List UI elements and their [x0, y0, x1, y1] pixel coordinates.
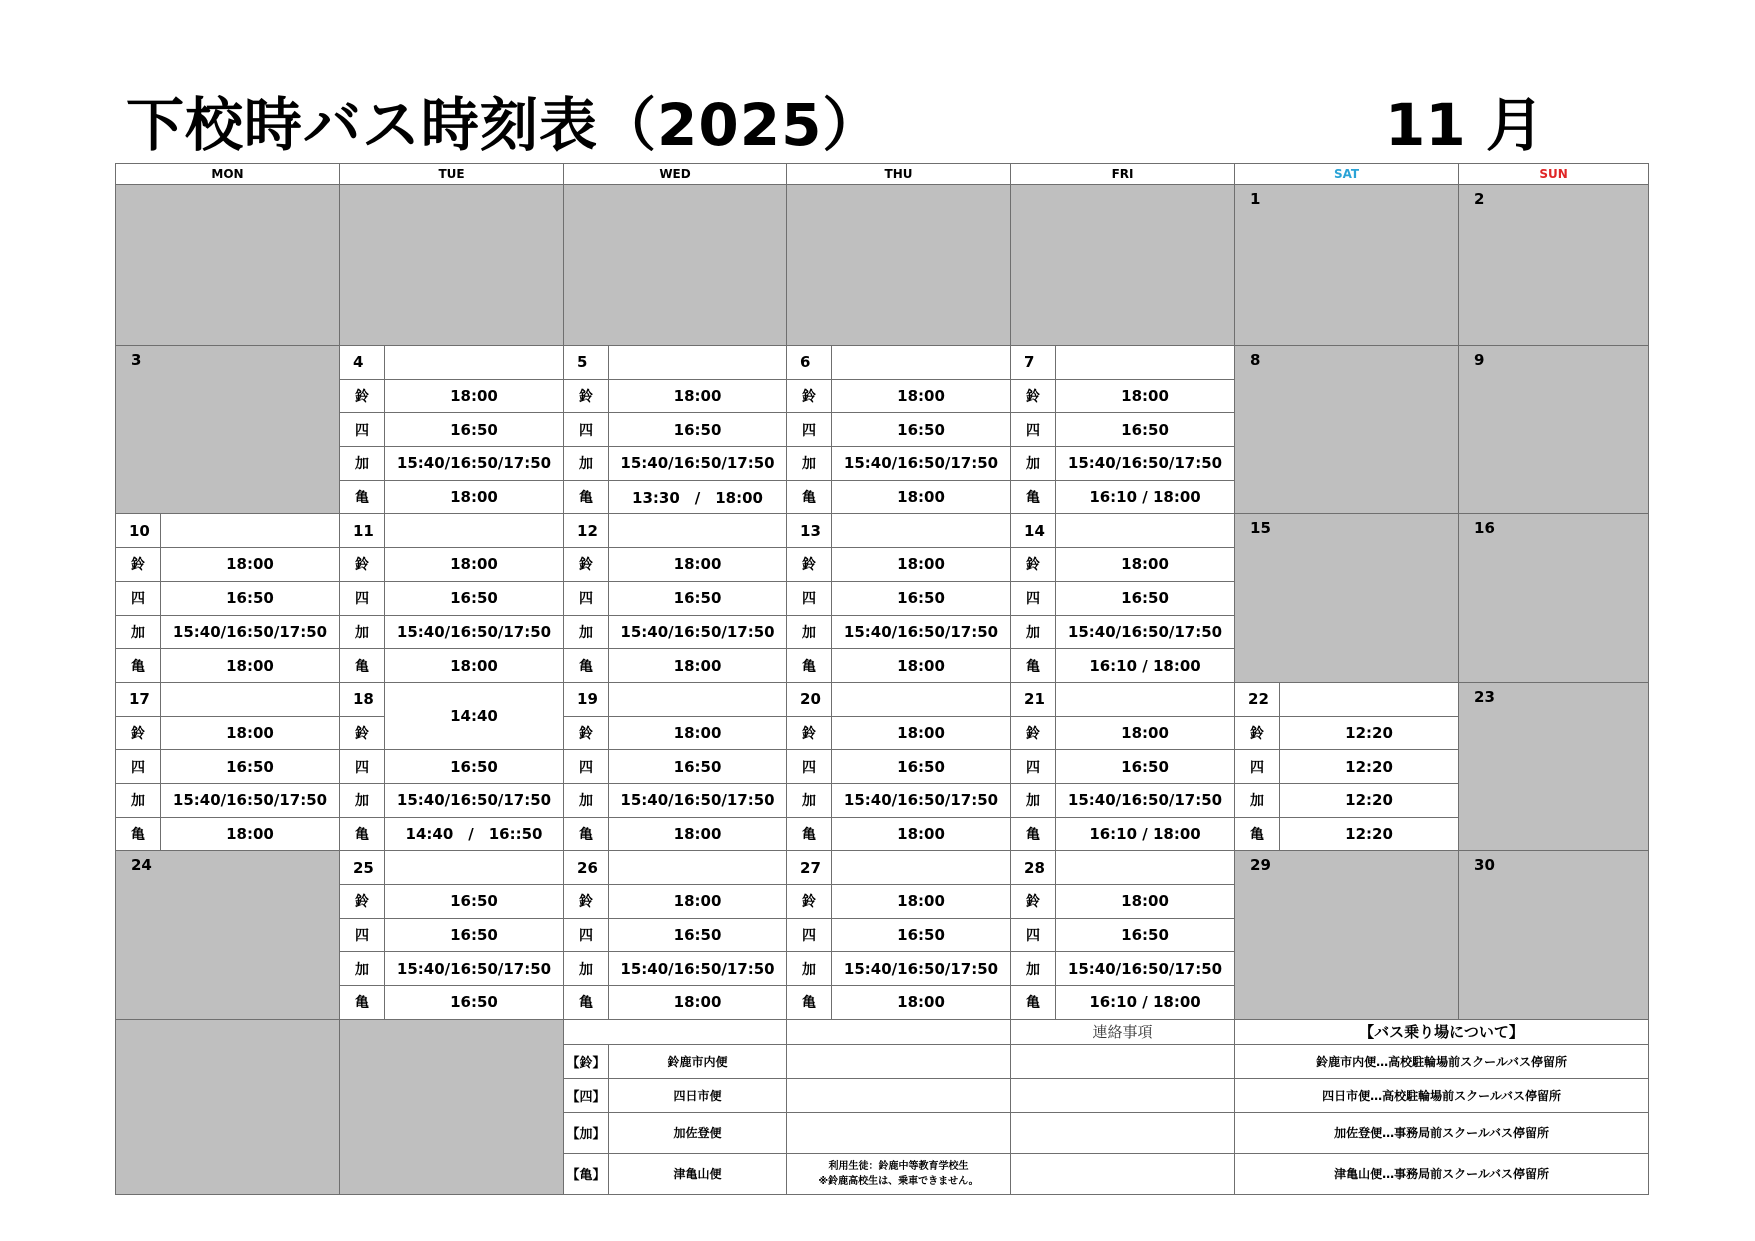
- route-label: 加: [787, 952, 832, 986]
- route-label: 四: [340, 413, 385, 447]
- route-label: 亀: [340, 649, 385, 683]
- time-cell: 14:40 / 16::50: [385, 817, 564, 851]
- route-label: 鈴: [787, 548, 832, 582]
- time-cell: 15:40/16:50/17:50: [832, 783, 1011, 817]
- day-number: 5: [564, 346, 609, 380]
- bus-stop-info: 加佐登便…事務局前スクールバス停留所: [1235, 1112, 1649, 1153]
- day-number: 11: [340, 514, 385, 548]
- time-cell: 18:00: [609, 379, 787, 413]
- header-tue: TUE: [340, 164, 564, 185]
- time-cell: 16:50: [609, 413, 787, 447]
- time-cell: 16:50: [385, 750, 564, 784]
- day-number: 23: [1459, 682, 1649, 850]
- time-cell: 16:50: [609, 750, 787, 784]
- usage-note-line2: ※鈴鹿高校生は、乗車できません。: [818, 1175, 979, 1187]
- empty-day-cell: [1011, 185, 1235, 346]
- day-number: 27: [787, 851, 832, 885]
- route-label: 亀: [340, 817, 385, 851]
- time-cell: 18:00: [832, 817, 1011, 851]
- time-cell: 16:50: [1056, 581, 1235, 615]
- route-label: 鈴: [787, 379, 832, 413]
- time-cell: 18:00: [161, 548, 340, 582]
- usage-note-line1: 利用生徒：鈴鹿中等教育学校生: [828, 1160, 969, 1172]
- route-row: [116, 817, 1649, 851]
- time-cell: 16:50: [385, 413, 564, 447]
- weekday-header-row: [116, 164, 1649, 185]
- empty-day-cell: [564, 185, 787, 346]
- time-cell: 18:00: [161, 716, 340, 750]
- time-cell: 16:50: [832, 413, 1011, 447]
- route-label: 鈴: [1011, 548, 1056, 582]
- time-cell: 13:30 / 18:00: [609, 480, 787, 514]
- route-label: 加: [116, 615, 161, 649]
- time-cell: 18:00: [161, 649, 340, 683]
- route-label: 亀: [564, 480, 609, 514]
- route-label: 四: [1011, 413, 1056, 447]
- route-label: 加: [340, 615, 385, 649]
- route-label: 鈴: [1011, 885, 1056, 919]
- time-cell: 16:10 / 18:00: [1056, 817, 1235, 851]
- time-cell: 18:00: [832, 716, 1011, 750]
- route-label: 加: [787, 447, 832, 481]
- time-cell: 15:40/16:50/17:50: [1056, 447, 1235, 481]
- time-cell: 18:00: [832, 986, 1011, 1020]
- week-row: [116, 514, 1649, 548]
- header-wed: WED: [564, 164, 787, 185]
- day-number: 29: [1235, 851, 1459, 1019]
- route-label: 鈴: [787, 885, 832, 919]
- time-cell: 15:40/16:50/17:50: [609, 447, 787, 481]
- route-label: 加: [787, 783, 832, 817]
- route-label: 四: [787, 918, 832, 952]
- route-label: 加: [564, 952, 609, 986]
- time-cell: 18:00: [832, 885, 1011, 919]
- time-cell: 18:00: [832, 548, 1011, 582]
- time-cell: 15:40/16:50/17:50: [385, 952, 564, 986]
- footer-row: [116, 1019, 1649, 1044]
- time-cell: 15:40/16:50/17:50: [832, 615, 1011, 649]
- time-cell: 18:00: [832, 480, 1011, 514]
- day-number: 8: [1235, 346, 1459, 514]
- time-cell: 18:00: [1056, 885, 1235, 919]
- time-cell: 15:40/16:50/17:50: [161, 783, 340, 817]
- time-cell: 12:20: [1280, 817, 1459, 851]
- route-label: 加: [340, 952, 385, 986]
- route-label: 亀: [564, 649, 609, 683]
- route-label: 亀: [1011, 986, 1056, 1020]
- time-cell: 18:00: [1056, 548, 1235, 582]
- route-label: 加: [564, 783, 609, 817]
- time-cell: 16:50: [609, 918, 787, 952]
- route-label: 四: [787, 413, 832, 447]
- route-label: 四: [340, 581, 385, 615]
- route-label: 亀: [116, 649, 161, 683]
- bus-stop-info: 鈴鹿市内便…高校駐輪場前スクールバス停留所: [1235, 1044, 1649, 1078]
- month-label: 11 月: [1385, 91, 1544, 159]
- route-label: 加: [116, 783, 161, 817]
- route-label: 四: [1235, 750, 1280, 784]
- time-cell: 16:50: [1056, 750, 1235, 784]
- contact-label: 連絡事項: [1011, 1019, 1235, 1044]
- time-cell: 15:40/16:50/17:50: [609, 615, 787, 649]
- route-label: 亀: [1011, 480, 1056, 514]
- route-label: 四: [564, 918, 609, 952]
- day-number: 13: [787, 514, 832, 548]
- route-label: 鈴: [787, 716, 832, 750]
- day-number: 28: [1011, 851, 1056, 885]
- header-fri: FRI: [1011, 164, 1235, 185]
- route-label: 亀: [1011, 817, 1056, 851]
- time-cell: 15:40/16:50/17:50: [1056, 615, 1235, 649]
- time-cell: 16:50: [1056, 918, 1235, 952]
- route-label: 亀: [340, 986, 385, 1020]
- time-cell: 16:50: [609, 581, 787, 615]
- route-label: 亀: [340, 480, 385, 514]
- time-cell: 18:00: [385, 379, 564, 413]
- route-label: 鈴: [340, 716, 385, 750]
- route-label: 鈴: [1011, 379, 1056, 413]
- time-cell: 18:00: [832, 379, 1011, 413]
- route-code: 【四】: [564, 1078, 609, 1112]
- time-cell: 16:50: [385, 986, 564, 1020]
- time-cell: 16:50: [832, 581, 1011, 615]
- time-cell: 18:00: [609, 548, 787, 582]
- route-label: 亀: [1011, 649, 1056, 683]
- route-label: 鈴: [340, 379, 385, 413]
- route-name: 四日市便: [609, 1078, 787, 1112]
- time-cell: 18:00: [609, 649, 787, 683]
- day-number: 3: [116, 346, 340, 514]
- time-cell: 12:20: [1280, 750, 1459, 784]
- route-label: 加: [564, 615, 609, 649]
- day-number: 25: [340, 851, 385, 885]
- bus-stop-info: 四日市便…高校駐輪場前スクールバス停留所: [1235, 1078, 1649, 1112]
- day-number: 14: [1011, 514, 1056, 548]
- route-label: 鈴: [116, 716, 161, 750]
- route-label: 亀: [787, 649, 832, 683]
- route-row: [116, 750, 1649, 784]
- empty-day-cell: [787, 185, 1011, 346]
- day-number: 9: [1459, 346, 1649, 514]
- time-cell: 15:40/16:50/17:50: [1056, 783, 1235, 817]
- bus-timetable: [115, 163, 1649, 1195]
- day-number: 4: [340, 346, 385, 380]
- day-number: 20: [787, 682, 832, 716]
- route-label: 亀: [787, 480, 832, 514]
- time-cell: 15:40/16:50/17:50: [161, 615, 340, 649]
- time-cell: 18:00: [609, 885, 787, 919]
- route-label: 亀: [1235, 817, 1280, 851]
- header-mon: MON: [116, 164, 340, 185]
- page-title: 下校時バス時刻表（2025）: [126, 91, 882, 159]
- bus-stop-info: 津亀山便…事務局前スクールバス停留所: [1235, 1153, 1649, 1194]
- time-cell: 16:50: [161, 581, 340, 615]
- route-label: 亀: [564, 817, 609, 851]
- time-cell: 15:40/16:50/17:50: [1056, 952, 1235, 986]
- route-label: 鈴: [340, 548, 385, 582]
- day-number: 19: [564, 682, 609, 716]
- route-label: 鈴: [1235, 716, 1280, 750]
- route-label: 加: [1011, 783, 1056, 817]
- time-cell: 15:40/16:50/17:50: [609, 952, 787, 986]
- route-label: 加: [1011, 952, 1056, 986]
- day-number: 6: [787, 346, 832, 380]
- day-number: 30: [1459, 851, 1649, 1019]
- day-number: 24: [116, 851, 340, 1019]
- day-number: 17: [116, 682, 161, 716]
- route-name: 鈴鹿市内便: [609, 1044, 787, 1078]
- route-label: 亀: [787, 817, 832, 851]
- route-label: 加: [787, 615, 832, 649]
- route-label: 四: [564, 750, 609, 784]
- day-number: 2: [1459, 185, 1649, 346]
- time-cell: 12:20: [1280, 783, 1459, 817]
- time-cell: 16:50: [385, 581, 564, 615]
- route-code: 【加】: [564, 1112, 609, 1153]
- day-number: 10: [116, 514, 161, 548]
- route-label: 加: [1011, 447, 1056, 481]
- route-name: 津亀山便: [609, 1153, 787, 1194]
- route-code: 【亀】: [564, 1153, 609, 1194]
- empty-day-cell: [340, 1019, 564, 1194]
- day-number: 1: [1235, 185, 1459, 346]
- route-label: 鈴: [340, 885, 385, 919]
- route-label: 鈴: [564, 885, 609, 919]
- day-number: 15: [1235, 514, 1459, 682]
- time-cell: 16:50: [385, 885, 564, 919]
- route-label: 四: [116, 581, 161, 615]
- route-label: 四: [787, 750, 832, 784]
- time-cell: 16:50: [832, 750, 1011, 784]
- usage-note: [787, 1153, 1011, 1194]
- bus-stop-title: 【バス乗り場について】: [1235, 1019, 1649, 1044]
- time-cell: 16:50: [1056, 413, 1235, 447]
- route-label: 四: [340, 918, 385, 952]
- route-label: 鈴: [564, 716, 609, 750]
- header-sat: SAT: [1235, 164, 1459, 185]
- route-row: [116, 716, 1649, 750]
- route-label: 亀: [116, 817, 161, 851]
- route-label: 鈴: [564, 379, 609, 413]
- time-cell: 18:00: [1056, 379, 1235, 413]
- time-cell: 18:00: [385, 548, 564, 582]
- time-cell: 18:00: [1056, 716, 1235, 750]
- week-row: [116, 682, 1649, 716]
- day-number: 18: [340, 682, 385, 716]
- empty-day-cell: [340, 185, 564, 346]
- time-cell: 16:10 / 18:00: [1056, 986, 1235, 1020]
- route-label: 四: [1011, 750, 1056, 784]
- route-label: 鈴: [564, 548, 609, 582]
- route-label: 四: [1011, 581, 1056, 615]
- day-number: 12: [564, 514, 609, 548]
- route-label: 四: [1011, 918, 1056, 952]
- route-label: 亀: [787, 986, 832, 1020]
- route-label: 加: [340, 783, 385, 817]
- time-cell: 18:00: [161, 817, 340, 851]
- header-sun: SUN: [1459, 164, 1649, 185]
- route-label: 加: [1011, 615, 1056, 649]
- route-label: 亀: [564, 986, 609, 1020]
- day-number: 26: [564, 851, 609, 885]
- time-cell: 18:00: [385, 649, 564, 683]
- time-cell: 16:10 / 18:00: [1056, 649, 1235, 683]
- time-cell: 16:50: [385, 918, 564, 952]
- route-label: 四: [564, 413, 609, 447]
- route-label: 加: [564, 447, 609, 481]
- empty-day-cell: [116, 1019, 340, 1194]
- week-row: [116, 346, 1649, 380]
- route-label: 四: [564, 581, 609, 615]
- time-cell: 18:00: [385, 480, 564, 514]
- day-number: 21: [1011, 682, 1056, 716]
- time-cell: 15:40/16:50/17:50: [385, 783, 564, 817]
- route-row: [116, 783, 1649, 817]
- time-cell: 16:50: [832, 918, 1011, 952]
- time-cell: 16:50: [161, 750, 340, 784]
- time-cell: 14:40: [385, 682, 564, 749]
- header-thu: THU: [787, 164, 1011, 185]
- route-label: 四: [787, 581, 832, 615]
- time-cell: 18:00: [609, 716, 787, 750]
- day-number: 7: [1011, 346, 1056, 380]
- route-label: 加: [1235, 783, 1280, 817]
- time-cell: 18:00: [609, 986, 787, 1020]
- time-cell: 16:10 / 18:00: [1056, 480, 1235, 514]
- day-number: 16: [1459, 514, 1649, 682]
- time-cell: 15:40/16:50/17:50: [609, 783, 787, 817]
- empty-day-cell: [116, 185, 340, 346]
- time-cell: 15:40/16:50/17:50: [385, 447, 564, 481]
- time-cell: 12:20: [1280, 716, 1459, 750]
- route-code: 【鈴】: [564, 1044, 609, 1078]
- day-number: 22: [1235, 682, 1280, 716]
- time-cell: 15:40/16:50/17:50: [832, 447, 1011, 481]
- time-cell: 18:00: [609, 817, 787, 851]
- route-label: 鈴: [1011, 716, 1056, 750]
- time-cell: 15:40/16:50/17:50: [385, 615, 564, 649]
- route-label: 鈴: [116, 548, 161, 582]
- route-label: 加: [340, 447, 385, 481]
- route-name: 加佐登便: [609, 1112, 787, 1153]
- week-row: [116, 851, 1649, 885]
- week-row: [116, 185, 1649, 346]
- time-cell: 18:00: [832, 649, 1011, 683]
- route-label: 四: [116, 750, 161, 784]
- route-label: 四: [340, 750, 385, 784]
- time-cell: 15:40/16:50/17:50: [832, 952, 1011, 986]
